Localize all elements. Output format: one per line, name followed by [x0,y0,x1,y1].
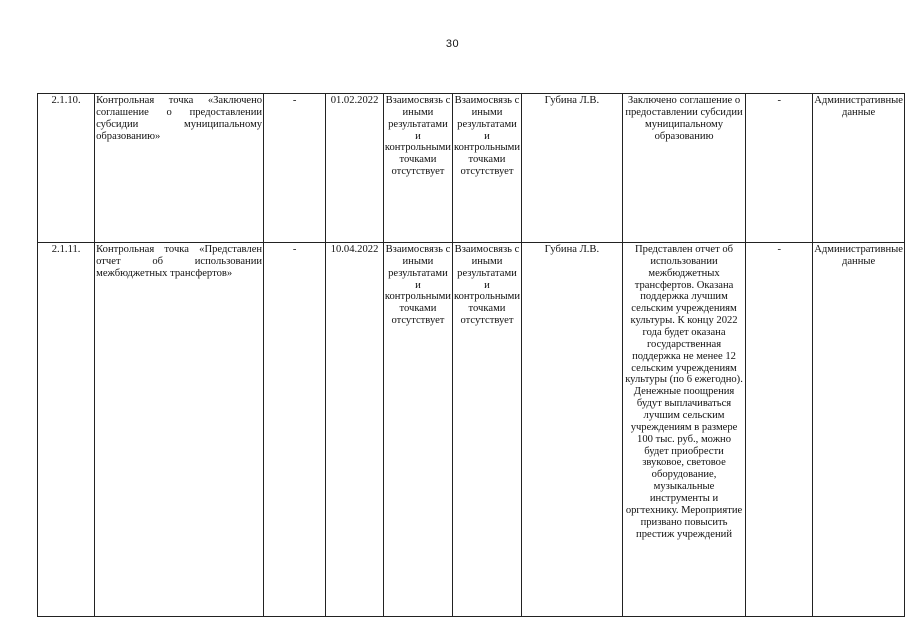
control-point-title: Контрольная точка «Заключено соглашение о предоставлении субсидии муниципальному образованию» [95,94,264,243]
empty-value: - [746,94,813,243]
data-source: Административные данные [813,243,905,617]
empty-value: - [264,94,326,243]
relation-previous: Взаимосвязь с иными результатами и контрольными точками отсутствует [383,243,452,617]
data-source: Административные данные [813,94,905,243]
responsible-person: Губина Л.В. [522,243,623,617]
result-description: Представлен отчет об использовании межбюджетных трансфертов. Оказана поддержка лучшим сельским учреждениям культуры. К концу 2022 года будет оказана государственная поддержка не менее 12 сельским учреждениям культуры (по 6 ежегодно). Денежные поощрения будут выплачиваться лучшим сельским учреждениям в размере 100 тыс. руб., можно будет приобрести звуковое, световое оборудование, музыкальные инструменты и оргтехнику. Мероприятие призвано повысить престиж учреждений [622,243,746,617]
empty-value: - [264,243,326,617]
table-row [38,243,905,617]
page-number: 30 [445,38,460,50]
control-points-table [37,93,905,617]
due-date: 10.04.2022 [326,243,384,617]
relation-previous: Взаимосвязь с иными результатами и контрольными точками отсутствует [383,94,452,243]
relation-next: Взаимосвязь с иными результатами и контрольными точками отсутствует [452,243,521,617]
due-date: 01.02.2022 [326,94,384,243]
row-number: 2.1.11. [38,243,95,617]
table-row [38,94,905,243]
control-point-title: Контрольная точка «Представлен отчет об использовании межбюджетных трансфертов» [95,243,264,617]
result-description: Заключено соглашение о предоставлении субсидии муниципальному образованию [622,94,746,243]
responsible-person: Губина Л.В. [522,94,623,243]
relation-next: Взаимосвязь с иными результатами и контрольными точками отсутствует [452,94,521,243]
row-number: 2.1.10. [38,94,95,243]
empty-value: - [746,243,813,617]
